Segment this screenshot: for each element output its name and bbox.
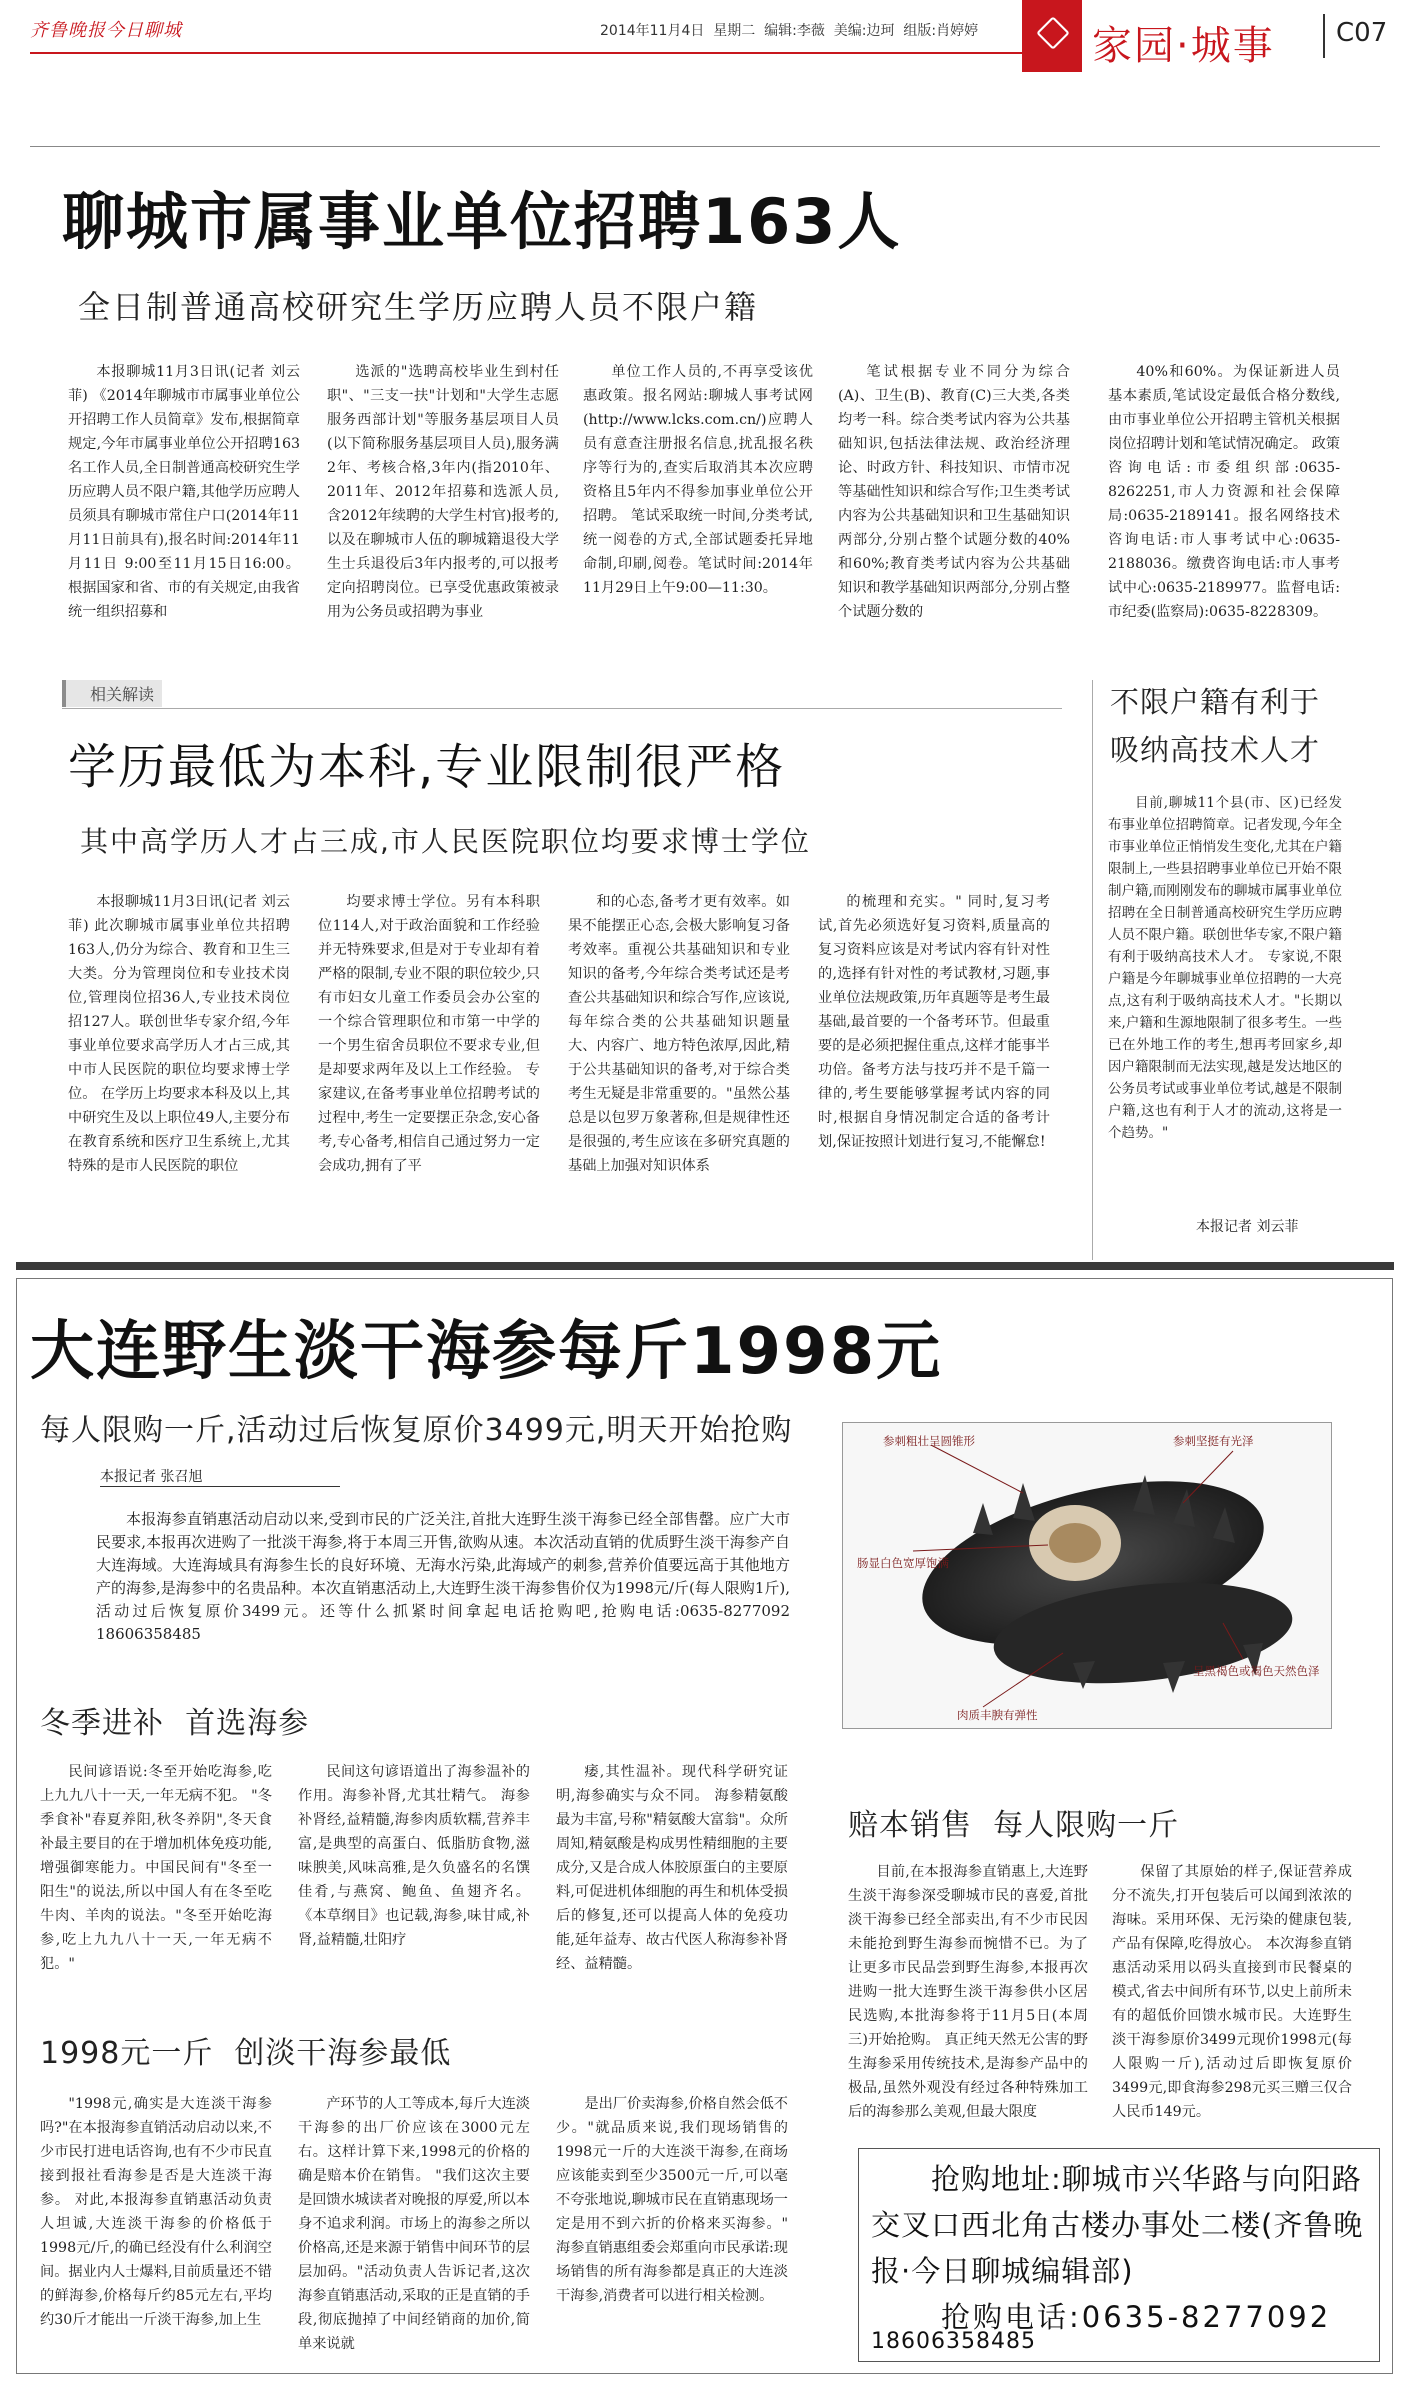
side-title-line1: 不限户籍有利于 [1110,685,1321,719]
article2-col-4: 的梳理和充实。" 同时,复习考试,首先必须选好复习资料,质量高的复习资料应该是对考试内容有针对性的,选择有针对性的考试教材,习题,事业单位法规政策,历年真题等是考生最基础,最首要的一个备考环节。但最重要的是必须把握住重点,这样才能事半功倍。备考方法与技巧并不是千篇一律的,考生要能够掌握考试内容的同时,根据自身情况制定合适的备考计划,保证按照计划进行复习,不能懈怠! [818,894,1050,1150]
article2-top-rule [62,708,1062,709]
header-rule [30,52,1050,54]
section-icon-box [1022,0,1082,72]
article1-col-1: 本报聊城11月3日讯(记者 刘云菲) 《2014年聊城市市属事业单位公开招聘工作人员简章》发布,根据简章规定,今年市属事业单位公开招聘163名工作人员,全日制普通高校研究生学历应聘人员不限户籍,其他学历应聘人员须具有聊城市常住户口(2014年11月11日前具有),报名时间:2014年11月11日 9:00至11月15日16:00。 根据国家和省、市的有关规定,由我省统一组织招募和 [68,364,300,620]
purchase-address-line3: 报·今日聊城编辑部) [871,2254,1134,2288]
sec1-col-3: 痿,其性温补。现代科学研究证明,海参确实与众不同。 海参精氨酸最为丰富,号称"精氨酸大富翁"。众所周知,精氨酸是构成男性精细胞的主要成分,又是合成人体胶原蛋白的主要原料,可促进机体细胞的再生和机体受损后的修复,还可以提高人体的免疫功能,延年益寿、故古代医人称海参补肾经、益精髓。 [556,1764,788,1972]
header-bottom-rule [30,146,1380,147]
article3-intro: 本报海参直销惠活动启动以来,受到市民的广泛关注,首批大连野生淡干海参已经全部售罄。应广大市民要求,本报再次进购了一批淡干海参,将于本周三开售,欲购从速。本次活动直销的优质野生淡干海参产自大连海域。大连海域具有海参生长的良好环境、无海水污染,此海域产的刺参,营养价值要远高于其他地方产的海参,是海参中的名贵品种。本次直销惠活动上,大连野生淡干海参售价仅为1998元/斤(每人限购1斤),活动过后恢复原价3499元。还等什么抓紧时间拿起电话抢购吧,抢购电话:0635-8277092 18606358485 [96,1510,790,1643]
sec1-col-1: 民间谚语说:冬至开始吃海参,吃上九九八十一天,一年无病不犯。 "冬季食补"春夏养阳,秋冬养阴",冬天食补最主要目的在于增加机体免疫功能,增强御寒能力。中国民间有"冬至一阳生"的说法,所以中国人有在冬至吃牛肉、羊肉的说法。"冬至开始吃海参,吃上九九八十一天,一年无病不犯。" [40,1764,272,1972]
photo-label-spines: 参刺粗壮呈圆锥形 [883,1434,975,1448]
sec3-col-2: 保留了其原始的样子,保证营养成分不流失,打开包装后可以闻到浓浓的海味。采用环保、无污染的健康包装,产品有保障,吃得放心。 本次海参直销惠活动采用以码头直接到市民餐桌的模式,省去中间所有环节,以史上前所未有的超低价回馈水城市民。大连野生淡干海参原价3499元现价1998元(每人限购一斤),活动过后即恢复原价3499元,即食海参298元买三赠三仅合人民币149元。 [1112,1864,1352,2120]
sec2-col-3: 是出厂价卖海参,价格自然会低不少。"就品质来说,我们现场销售的1998元一斤的大连淡干海参,在商场应该能卖到至少3500元一斤,可以毫不夸张地说,聊城市民在直销惠现场一定是用不到六折的价格来买海参。" 海参直销惠组委会郑重向市民承诺:现场销售的所有海参都是真正的大连淡干海参,消费者可以进行相关检测。 [556,2096,788,2304]
photo-label-color: 呈黑褐色或褐色天然色泽 [1193,1664,1320,1678]
article3-subheadline: 每人限购一斤,活动过后恢复原价3499元,明天开始抢购 [40,1413,793,1448]
sec1-col-2: 民间这句谚语道出了海参温补的作用。海参补肾,尤其壮精气。 海参补肾经,益精髓,海参肉质软糯,营养丰富,是典型的高蛋白、低脂肪食物,滋味腴美,风味高雅,是久负盛名的名馔佳肴,与燕窝、鲍鱼、鱼翅齐名。 《本草纲目》也记载,海参,味甘咸,补肾,益精髓,壮阳疗 [298,1764,530,1948]
article2-col-3: 和的心态,备考才更有效率。如果不能摆正心态,会极大影响复习备考效率。重视公共基础知识和专业知识的备考,今年综合类考试还是考查公共基础知识和综合写作,应该说,每年综合类的公共基础知识题量大、内容广、地方特色浓厚,因此,精于公共基础知识的备考,对于综合类考生无疑是非常重要的。"虽然公基总是以包罗万象著称,但是规律性还是很强的,考生应该在多研究真题的基础上加强对知识体系 [568,894,790,1174]
section-icon [1036,16,1070,50]
page-number: C07 [1336,18,1388,48]
issue-info: 2014年11月4日 星期二 编辑:李薇 美编:边珂 组版:肖婷婷 [600,23,979,39]
article1-col-5: 40%和60%。为保证新进人员基本素质,笔试设定最低合格分数线,由市事业单位公开招聘主管机关根据岗位招聘计划和笔试情况确定。 政策咨询电话:市委组织部:0635-8262251,市人力资源和社会保障局:0635-2189141。报名网络技术咨询电话:市人事考试中心:0635-2188036。缴费咨询电话:市人事考试中心:0635-2189977。监督电话:市纪委(监察局):0635-8228309。 [1108,364,1340,620]
article2-subheadline: 其中高学历人才占三成,市人民医院职位均要求博士学位 [80,825,811,858]
article1-headline: 聊城市属事业单位招聘163人 [62,185,902,258]
newspaper-logo: 齐鲁晚报今日聊城 [30,20,182,41]
section-name: 家园·城事 [1092,23,1275,69]
sea-cucumber-illustration [843,1423,1331,1728]
photo-label-texture: 肉质丰腴有弹性 [957,1708,1038,1722]
article2-col-1: 本报聊城11月3日讯(记者 刘云菲) 此次聊城市属事业单位共招聘163人,仍分为综合、教育和卫生三大类。分为管理岗位和专业技术岗位,管理岗位招36人,专业技术岗位招127人。联创世华专家介绍,今年事业单位要求高学历人才占三成,其中市人民医院的职位均要求博士学位。 在学历上均要求本科及以上,其中研究生及以上职位49人,主要分布在教育系统和医疗卫生系统上,尤其特殊的是市人民医院的职位 [68,894,290,1174]
side-title-line2: 吸纳高技术人才 [1110,733,1321,767]
purchase-mobile: 18606358485 [871,2329,1036,2354]
sec3-title: 赔本销售 每人限购一斤 [848,1808,1180,1843]
article1-subheadline: 全日制普通高校研究生学历应聘人员不限户籍 [78,288,759,326]
sea-cucumber-photo [842,1422,1332,1729]
sec2-title: 1998元一斤 创淡干海参最低 [40,2036,452,2071]
article2-headline: 学历最低为本科,专业限制很严格 [68,739,786,795]
section-divider [16,1262,1394,1270]
article1-col-4: 笔试根据专业不同分为综合(A)、卫生(B)、教育(C)三大类,各类均考一科。综合类考试内容为公共基础知识,包括法律法规、政治经济理论、时政方针、科技知识、市情市况等基础性知识和综合写作;卫生类考试内容为公共基础知识和卫生基础知识两部分,分别占整个试题分数的40%和60%;教育类考试内容为公共基础知识和教学基础知识两部分,分别占整个试题分数的 [838,364,1070,620]
article1-col-3: 单位工作人员的,不再享受该优惠政策。报名网站:聊城人事考试网(http://www.lcks.com.cn/)应聘人员有意查注册报名信息,扰乱报名秩序等行为的,查实后取消其本次应聘资格且5年内不得参加事业单位公开招聘。 笔试采取统一时间,分类考试,统一阅卷的方式,全部试题委托异地命制,印刷,阅卷。笔试时间:2014年11月29日上午9:00—11:30。 [583,364,813,596]
related-reading-label: 相关解读 [62,680,162,707]
article3-byline: 本报记者 张召旭 [100,1466,340,1487]
purchase-contact-box [858,2148,1380,2362]
sec2-col-1: "1998元,确实是大连淡干海参吗?"在本报海参直销活动启动以来,不少市民打进电话咨询,也有不少市民直接到报社看海参是否是大连淡干海参。 对此,本报海参直销惠活动负责人坦诚,大连淡干海参的价格低于1998元/斤,的确已经没有什么利润空间。据业内人士爆料,目前质量还不错的鲜海参,价格每斤约85元左右,平均约30斤才能出一斤淡干海参,加上生 [40,2096,272,2328]
purchase-address-line2: 交叉口西北角古楼办事处二楼(齐鲁晚 [871,2208,1364,2242]
side-byline: 本报记者 刘云菲 [1196,1219,1299,1235]
sec2-col-2: 产环节的人工等成本,每斤大连淡干海参的出厂价应该在3000元左右。这样计算下来,1998元的价格的确是赔本价在销售。 "我们这次主要是回馈水城读者对晚报的厚爱,所以本身不追求利润。市场上的海参之所以价格高,还是来源于销售中间环节的层层加码。"活动负责人告诉记者,这次海参直销惠活动,采取的正是直销的手段,彻底抛掉了中间经销商的加价,简单来说就 [298,2096,530,2352]
photo-label-flesh: 肠显白色宽厚饱满 [857,1556,949,1570]
purchase-address-line1: 抢购地址:聊城市兴华路与向阳路 [931,2162,1362,2196]
sec3-col-1: 目前,在本报海参直销惠上,大连野生淡干海参深受聊城市民的喜爱,首批淡干海参已经全部卖出,有不少市民因未能抢到野生海参而惋惜不已。为了让更多市民品尝到野生海参,本报再次进购一批大连野生淡干海参供小区居民选购,本批海参将于11月5日(本周三)开始抢购。 真正纯天然无公害的野生海参采用传统技术,是海参产品中的极品,虽然外观没有经过各种特殊加工后的海参那么美观,但最大限度 [848,1864,1088,2120]
article3-headline: 大连野生淡干海参每斤1998元 [30,1315,943,1389]
purchase-phone: 抢购电话:0635-8277092 [941,2300,1332,2334]
header-separator [1323,14,1325,58]
side-divider [1092,680,1093,1260]
article1-col-2: 选派的"选聘高校毕业生到村任职"、"三支一扶"计划和"大学生志愿服务西部计划"等服务基层项目人员(以下简称服务基层项目人员),服务满2年、考核合格,3年内(指2010年、2011年、2012年招募和选派人员,含2012年续聘的大学生村官)报考的,以及在聊城市人伍的聊城籍退役大学生士兵退役后3年内报考的,可以报考定向招聘岗位。已享受优惠政策被录用为公务员或招聘为事业 [327,364,559,620]
photo-label-luster: 参刺坚挺有光泽 [1173,1434,1254,1448]
article2-col-2: 均要求博士学位。另有本科职位114人,对于政治面貌和工作经验并无特殊要求,但是对于专业却有着严格的限制,专业不限的职位较少,只有市妇女儿童工作委员会办公室的一个综合管理职位和市第一中学的一个男生宿舍员职位不要求专业,但是却要求两年及以上工作经验。 专家建议,在备考事业单位招聘考试的过程中,考生一定要摆正杂念,安心备考,专心备考,相信自己通过努力一定会成功,拥有了平 [318,894,540,1174]
side-body: 目前,聊城11个县(市、区)已经发布事业单位招聘简章。记者发现,今年全市事业单位正悄悄发生变化,尤其在户籍限制上,一些县招聘事业单位已开始不限制户籍,而刚刚发布的聊城市属事业单位招聘在全日制普通高校研究生学历应聘人员不限户籍。联创世华专家,不限户籍有利于吸纳高技术人才。 专家说,不限户籍是今年聊城事业单位招聘的一大亮点,这有利于吸纳高技术人才。"长期以来,户籍和生源地限制了很多考生。一些已在外地工作的考生,想再考回家乡,却因户籍限制而无法实现,越是发达地区的公务员考试或事业单位考试,越是不限制户籍,这也有利于人才的流动,这将是一个趋势。" [1108,795,1342,1141]
sec1-title: 冬季进补 首选海参 [40,1706,310,1741]
